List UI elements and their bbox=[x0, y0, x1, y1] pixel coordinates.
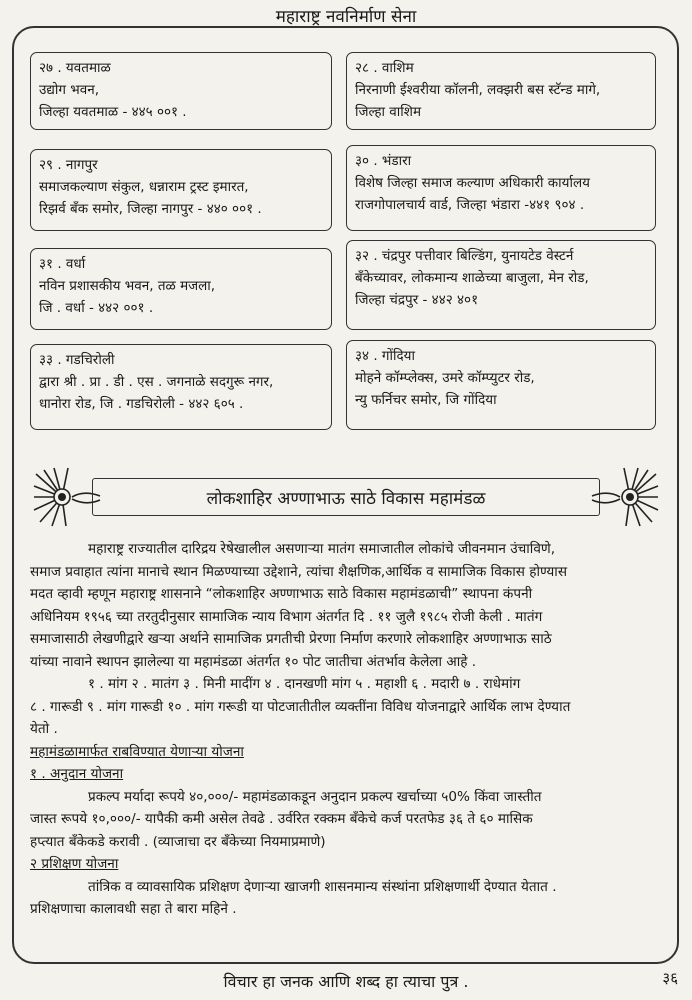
address-line: मोहने कॉम्प्लेक्स, उमरे कॉम्प्युटर रोड, bbox=[355, 370, 535, 386]
address-line: नविन प्रशासकीय भवन, तळ मजला, bbox=[39, 278, 216, 294]
address-line: जिल्हा चंद्रपुर - ४४२ ४०१ bbox=[355, 292, 479, 308]
address-box-gondia bbox=[346, 340, 656, 430]
address-box-bhandara bbox=[346, 145, 656, 231]
address-box-wardha bbox=[30, 248, 332, 330]
intro-line: मदत व्हावी म्हणून महाराष्ट्र शासनाने “लोकशाहिर अण्णाभाऊ साठे विकास महामंडळाची” स्थापना कंपनी bbox=[30, 586, 533, 602]
page-header: महाराष्ट्र नवनिर्माण सेना bbox=[275, 7, 417, 27]
address-title: ३३ . गडचिरोली bbox=[39, 352, 115, 368]
address-line: न्यु फर्निचर समोर, जि गोंदिया bbox=[355, 392, 497, 408]
footer-quote: विचार हा जनक आणि शब्द हा त्याचा पुत्र . bbox=[223, 972, 469, 991]
address-title: २८ . वाशिम bbox=[355, 60, 414, 76]
address-line: जि . वर्धा - ४४२ ००१ . bbox=[39, 300, 154, 316]
scheme1-line: हप्त्यात बॅंकेकडे करावी . (व्याजाचा दर बॅंकेच्या नियमाप्रमाणे) bbox=[30, 833, 326, 850]
address-line: समाजकल्याण संकुल, धन्नाराम ट्रस्ट इमारत, bbox=[39, 179, 249, 195]
address-title: ३० . भंडारा bbox=[355, 153, 412, 169]
scheme2-line: प्रशिक्षणाचा कालावधी सहा ते बारा महिने . bbox=[30, 901, 237, 917]
scheme1-heading: १ . अनुदान योजना bbox=[30, 766, 124, 782]
address-line: विशेष जिल्हा समाज कल्याण अधिकारी कार्यालय bbox=[355, 175, 590, 191]
address-box-nagpur bbox=[30, 149, 332, 231]
intro-line: समाज प्रवाहात त्यांना मानाचे स्थान मिळण्याच्या उद्देशाने, त्यांचा शैक्षणिक,आर्थिक व सामाजिक विकास होण्यास bbox=[30, 563, 568, 580]
address-line: राजगोपालचार्य वार्ड, जिल्हा भंडारा -४४१ ९०४ . bbox=[355, 197, 585, 213]
castes-line: १ . मांग २ . मातंग ३ . मिनी मादींग ४ . दानखणी मांग ५ . महाशी ६ . मदारी ७ . राधेमांग bbox=[88, 676, 521, 692]
banner-title: लोकशाहिर अण्णाभाऊ साठे विकास महामंडळ bbox=[92, 478, 600, 516]
scheme2-heading: २ प्रशिक्षण योजना bbox=[30, 856, 119, 872]
section-banner bbox=[32, 466, 660, 528]
address-line: जिल्हा वाशिम bbox=[355, 104, 422, 120]
intro-paragraph bbox=[30, 538, 662, 921]
address-line: द्वारा श्री . प्रा . डी . एस . जगनाळे सदगुरू नगर, bbox=[39, 374, 274, 390]
address-box-chandrapur bbox=[346, 240, 656, 330]
castes-line: ८ . गारूडी ९ . मांग गारूडी १० . मांग गरूडी या पोटजातीतील व्यक्तींना विविध योजनाद्वारे आर्थिक लाभ देण्यात bbox=[30, 698, 571, 715]
address-title: ३२ . चंद्रपुर पत्तीवार बिल्डिंग, युनायटेड वेस्टर्न bbox=[355, 248, 574, 264]
intro-line: यांच्या नावाने स्थापन झालेल्या या महामंडळा अंतर्गत १० पोट जातीचा अंतर्भाव केलेला आहे . bbox=[30, 653, 477, 670]
address-line: जिल्हा यवतमाळ - ४४५ ००१ . bbox=[39, 104, 187, 120]
address-line: उद्योग भवन, bbox=[39, 82, 100, 98]
schemes-heading: महामंडळामार्फत राबविण्यात येणाऱ्या योजना bbox=[30, 743, 244, 760]
intro-line: महाराष्ट्र राज्यातील दारिद्रय रेषेखालील असणाऱ्या मातंग समाजातील लोकांचे जीवनमान उंचाविणे, bbox=[88, 541, 556, 557]
address-box-yavatmal bbox=[30, 52, 332, 130]
scheme1-line: प्रकल्प मर्यादा रूपये ४०,०००/- महामंडळाकडून अनुदान प्रकल्प खर्चाच्या ५0% किंवा जास्तीत bbox=[88, 788, 542, 805]
flower-ornament-icon bbox=[590, 466, 660, 528]
intro-line: अधिनियम १९५६ च्या तरतुदीनुसार सामाजिक न्याय विभाग अंतर्गत दि . ११ जुलै १९८५ रोजी केली . मातंग bbox=[30, 608, 543, 625]
page-number: ३६ bbox=[662, 969, 678, 987]
address-title: २९ . नागपुर bbox=[39, 157, 98, 173]
address-box-gadchiroli bbox=[30, 344, 332, 430]
address-title: २७ . यवतमाळ bbox=[39, 60, 111, 76]
address-line: बॅंकेच्यावर, लोकमान्य शाळेच्या बाजुला, मेन रोड, bbox=[355, 270, 589, 286]
address-title: ३१ . वर्धा bbox=[39, 256, 86, 272]
intro-line: समाजासाठी लेखणीद्वारे खऱ्या अर्थाने सामाजिक प्रगतीची प्रेरणा निर्माण करणारे लोकशाहिर अण्णाभाऊ साठे bbox=[30, 631, 552, 647]
address-line: निरनाणी ईश्वरीया कॉलनी, लक्झरी बस स्टॅन्ड मागे, bbox=[355, 82, 601, 98]
address-title: ३४ . गोंदिया bbox=[355, 348, 416, 364]
castes-line: येतो . bbox=[30, 721, 58, 737]
scheme1-line: जास्त रूपये १०,०००/- यापैकी कमी असेल तेवढे . उर्वरित रक्कम बॅंकेचे कर्ज परतफेड ३६ ते ६० मासिक bbox=[30, 811, 533, 827]
address-box-washim bbox=[346, 52, 656, 130]
address-line: धानोरा रोड, जि . गडचिरोली - ४४२ ६०५ . bbox=[39, 396, 244, 412]
address-line: रिझर्व बॅंक समोर, जिल्हा नागपुर - ४४० ००१ . bbox=[39, 201, 262, 217]
scheme2-line: तांत्रिक व व्यावसायिक प्रशिक्षण देणाऱ्या खाजगी शासनमान्य संस्थांना प्रशिक्षणार्थी देण्यात येतात . bbox=[88, 878, 557, 895]
